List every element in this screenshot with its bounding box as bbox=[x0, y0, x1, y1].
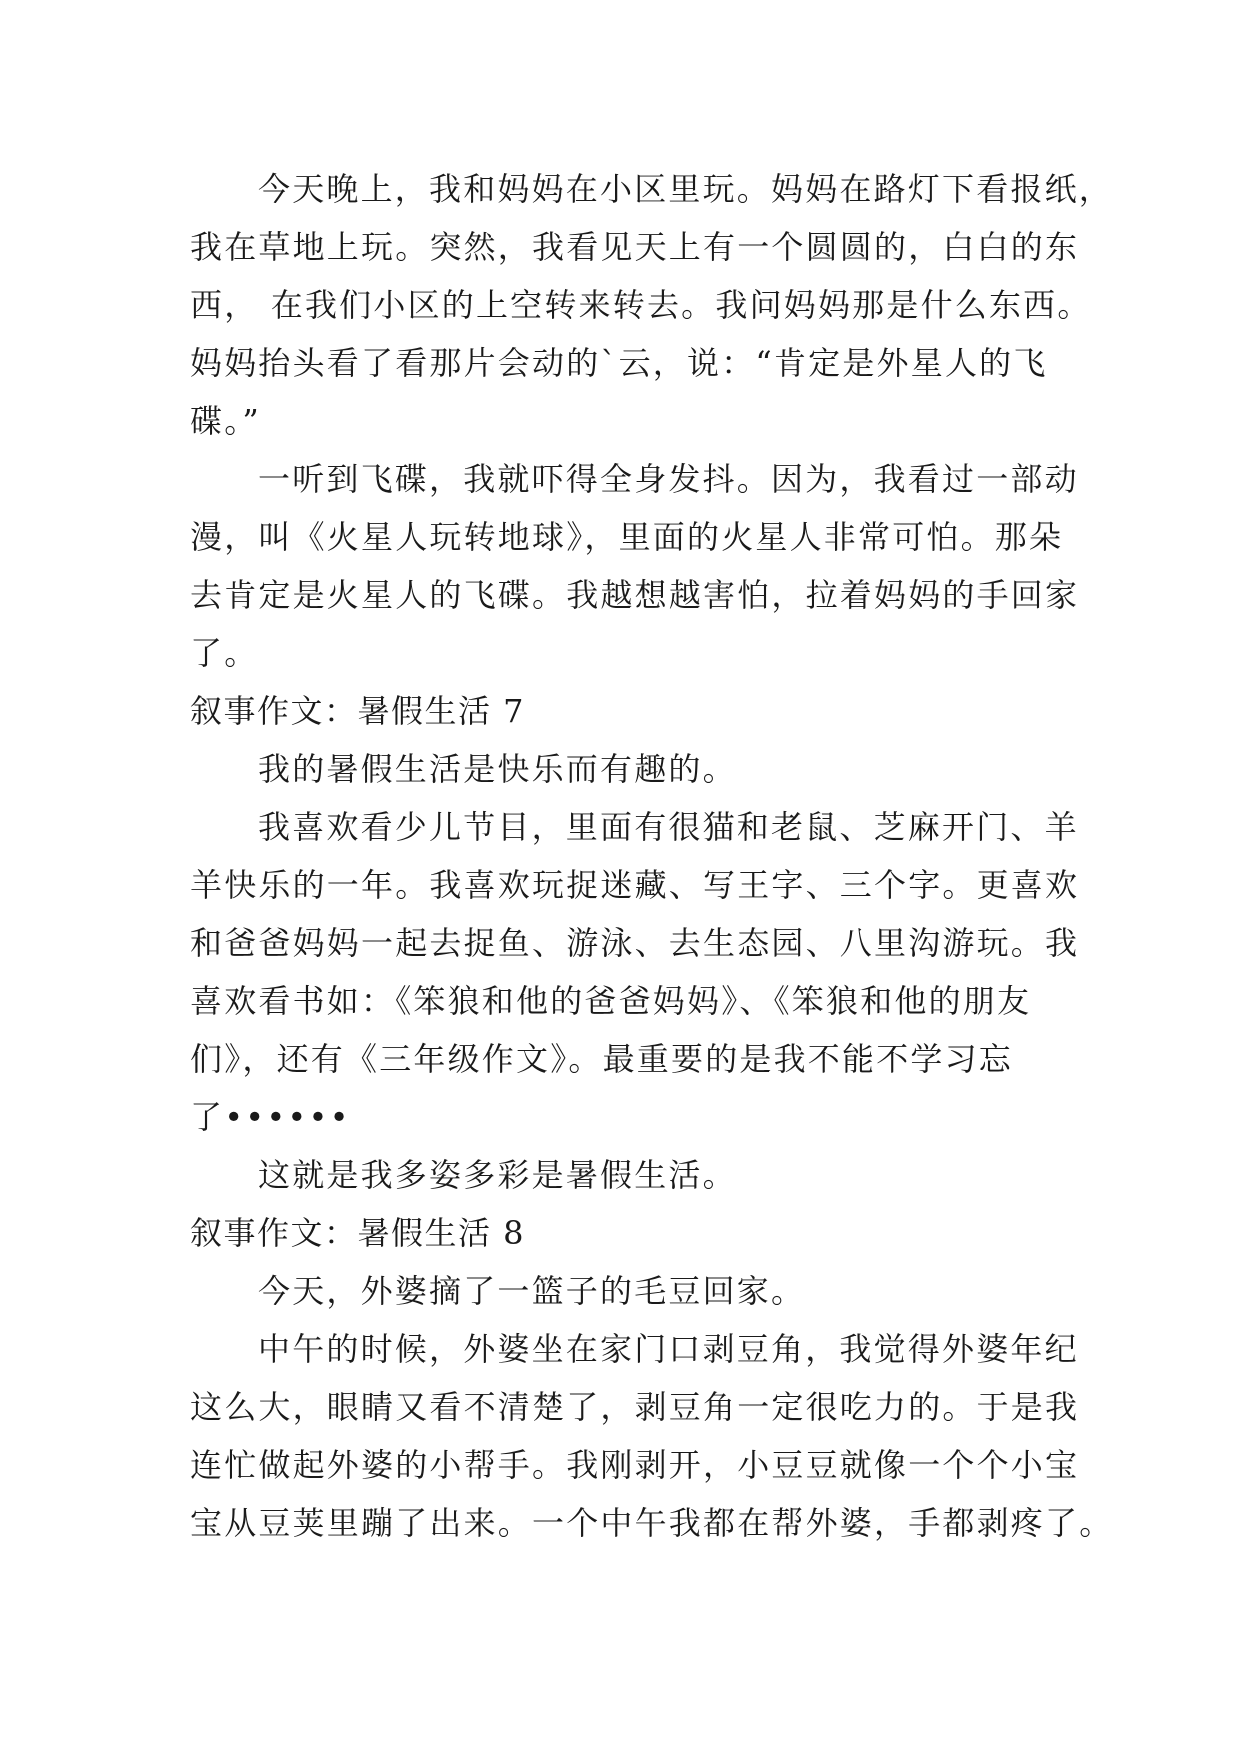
text-line: 我在草地上玩。突然，我看见天上有一个圆圆的，白白的东 bbox=[190, 228, 1080, 266]
text-line: 这就是我多姿多彩是暑假生活。 bbox=[258, 1156, 737, 1194]
text-line: 中午的时候，外婆坐在家门口剥豆角，我觉得外婆年纪 bbox=[258, 1330, 1079, 1368]
section-heading: 叙事作文：暑假生活 7 bbox=[190, 692, 526, 730]
text-line: 连忙做起外婆的小帮手。我刚剥开，小豆豆就像一个个小宝 bbox=[190, 1446, 1080, 1484]
document-body bbox=[190, 160, 1114, 1552]
text-line: 碟。” bbox=[190, 402, 261, 440]
text-line: 了。 bbox=[190, 634, 259, 672]
text-line: 妈妈抬头看了看那片会动的`云，说：“肯定是外星人的飞 bbox=[190, 344, 1048, 382]
text-line: 喜欢看书如：《笨狼和他的爸爸妈妈》、《笨狼和他的朋友 bbox=[190, 982, 1032, 1020]
text-line: 和爸爸妈妈一起去捉鱼、游泳、去生态园、八里沟游玩。我 bbox=[190, 924, 1080, 962]
text-line: 宝从豆荚里蹦了出来。一个中午我都在帮外婆，手都剥疼了。 bbox=[190, 1504, 1114, 1542]
text-line: 羊快乐的一年。我喜欢玩捉迷藏、写王字、三个字。更喜欢 bbox=[190, 866, 1080, 904]
text-line: 们》，还有《三年级作文》。最重要的是我不能不学习忘 bbox=[190, 1040, 1014, 1078]
text-line: 西， 在我们小区的上空转来转去。我问妈妈那是什么东西。 bbox=[190, 286, 1092, 324]
section-heading: 叙事作文：暑假生活 8 bbox=[190, 1214, 526, 1252]
text-line: 漫，叫《火星人玩转地球》，里面的火星人非常可怕。那朵 bbox=[190, 518, 1064, 556]
text-line: 我喜欢看少儿节目，里面有很猫和老鼠、芝麻开门、羊 bbox=[258, 808, 1079, 846]
text-line: 一听到飞碟，我就吓得全身发抖。因为，我看过一部动 bbox=[258, 460, 1079, 498]
text-line: 今天，外婆摘了一篮子的毛豆回家。 bbox=[258, 1272, 806, 1310]
text-line: 了•••••• bbox=[190, 1098, 351, 1136]
text-line: 我的暑假生活是快乐而有趣的。 bbox=[258, 750, 737, 788]
text-line: 去肯定是火星人的飞碟。我越想越害怕，拉着妈妈的手回家 bbox=[190, 576, 1080, 614]
text-line: 这么大，眼睛又看不清楚了，剥豆角一定很吃力的。于是我 bbox=[190, 1388, 1080, 1426]
text-line: 今天晚上，我和妈妈在小区里玩。妈妈在路灯下看报纸， bbox=[258, 170, 1114, 208]
